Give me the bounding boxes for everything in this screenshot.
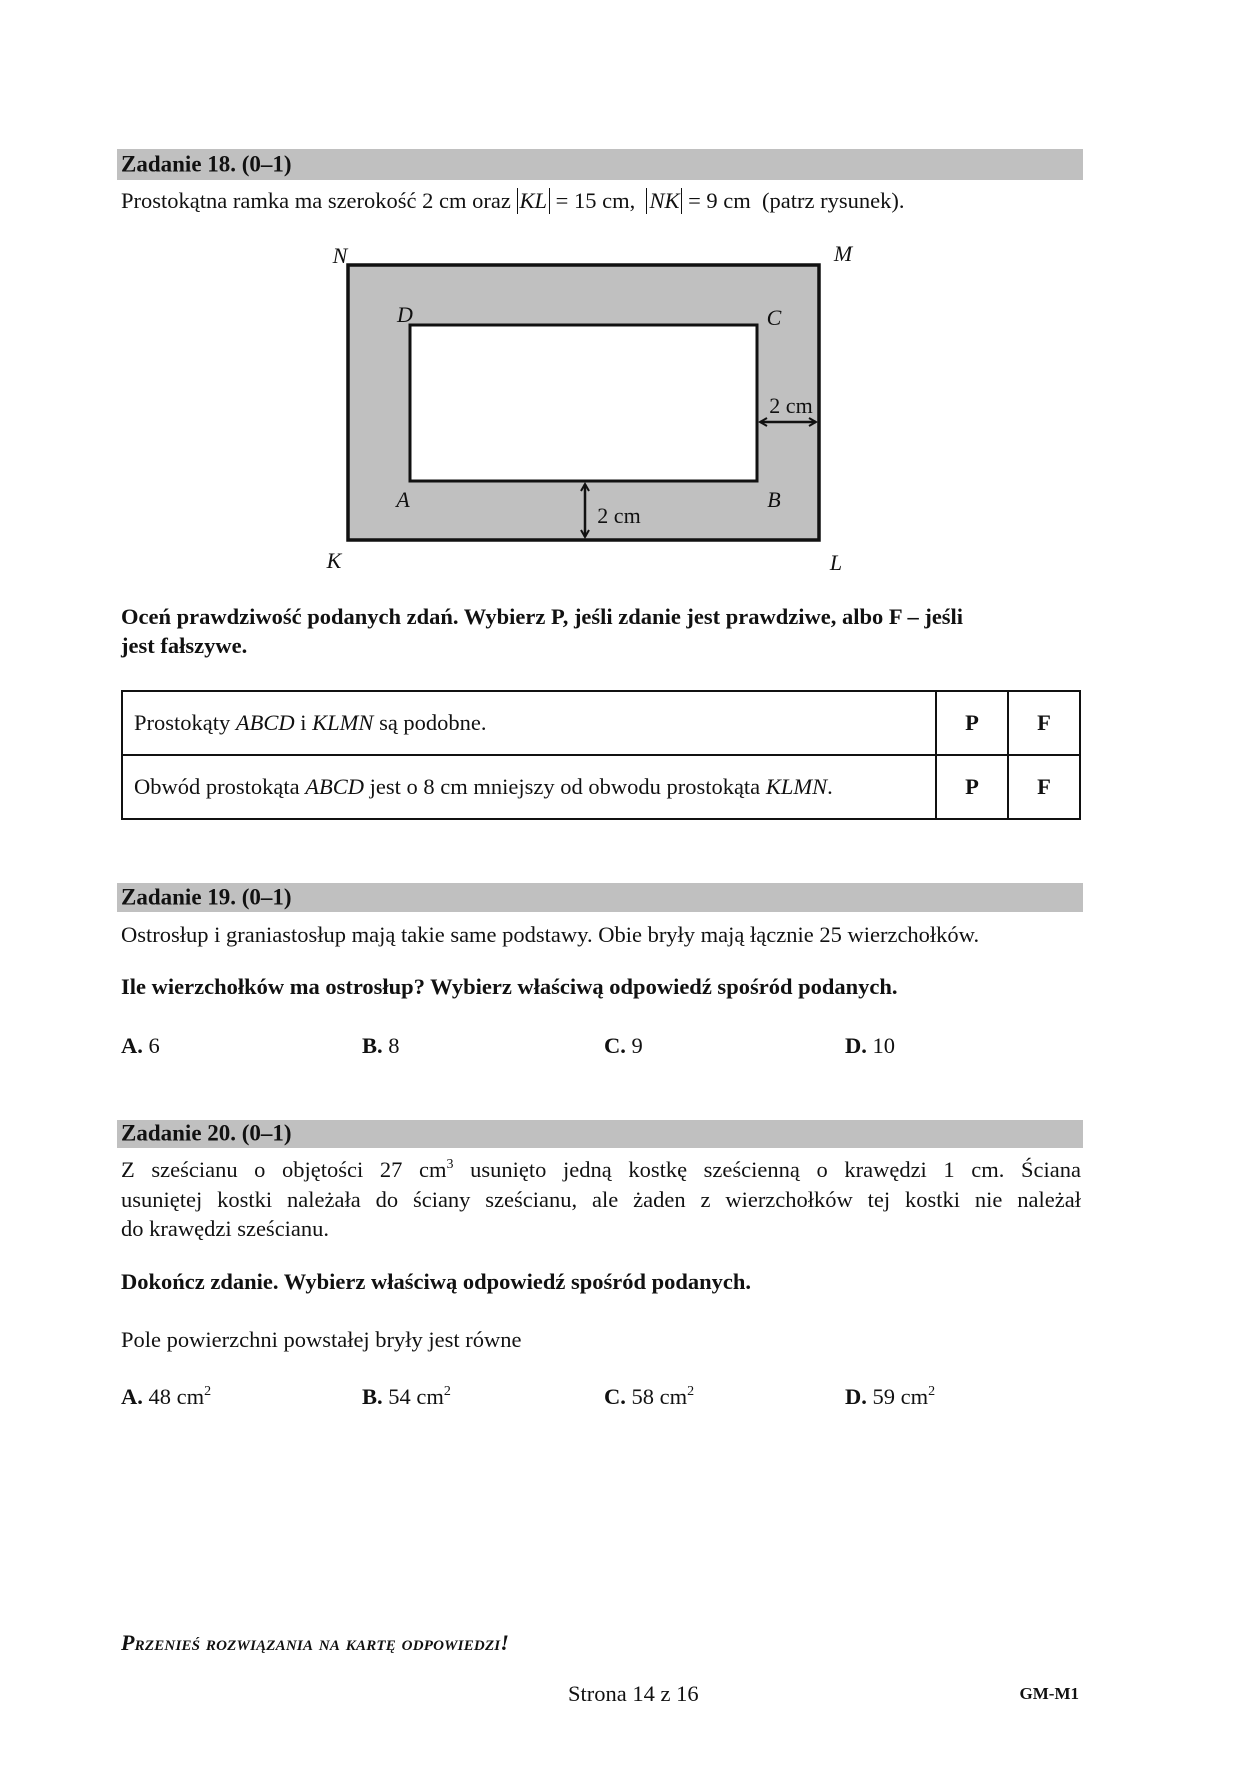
- task19-title: Zadanie 19. (0–1): [121, 883, 292, 909]
- task20-header: [117, 1120, 1083, 1148]
- footer-transfer-note: Przenieś rozwiązania na kartę odpowiedzi!: [121, 1630, 510, 1655]
- answer-value: 10: [872, 1033, 895, 1058]
- answer-letter: D.: [845, 1384, 867, 1409]
- option-true-2[interactable]: P: [936, 755, 1008, 819]
- table-row: [122, 691, 1080, 755]
- answer-value: 58: [631, 1384, 654, 1409]
- frame-figure: [0, 0, 1260, 600]
- task19-question: Ile wierzchołków ma ostrosłup? Wybierz właściwą odpowiedź spośród podanych.: [121, 974, 898, 999]
- answer-letter: A.: [121, 1384, 143, 1409]
- segment-kl: KL: [519, 188, 548, 213]
- label-width-right: 2 cm: [769, 393, 813, 418]
- option-false-2[interactable]: F: [1008, 755, 1080, 819]
- answer-letter: B.: [362, 1033, 383, 1058]
- rectangle-name: KLMN: [312, 710, 374, 735]
- task20-stem: Pole powierzchni powstałej bryły jest równe: [121, 1327, 522, 1352]
- task20-answer-b[interactable]: [362, 1384, 451, 1410]
- task20-answer-d[interactable]: [845, 1384, 935, 1410]
- answer-value: 54: [388, 1384, 411, 1409]
- nk-value: = 9 cm (patrz rysunek).: [682, 188, 905, 213]
- statement-text: Prostokąty: [134, 710, 236, 735]
- task20-title: Zadanie 20. (0–1): [121, 1120, 292, 1146]
- rectangle-name: KLMN: [765, 774, 828, 799]
- true-false-table: [121, 690, 1081, 820]
- answer-value: 48: [148, 1384, 171, 1409]
- task20-answer-a[interactable]: [121, 1384, 211, 1410]
- label-c: C: [766, 305, 782, 330]
- task20-body-line1: [121, 1155, 1081, 1184]
- task19-answer-a[interactable]: [121, 1033, 160, 1059]
- page-number: Strona 14 z 16: [568, 1681, 699, 1706]
- answer-value: 9: [631, 1033, 643, 1058]
- label-l: L: [829, 550, 843, 575]
- table-row: [122, 755, 1080, 819]
- answer-value: 8: [388, 1033, 400, 1058]
- statement-text: jest o 8 cm mniejszy od obwodu prostokąta: [363, 774, 766, 799]
- task20-question: Dokończ zdanie. Wybierz właściwą odpowiedź spośród podanych.: [121, 1269, 752, 1294]
- answer-letter: C.: [604, 1384, 626, 1409]
- superscript: 2: [443, 1384, 451, 1399]
- task19-body: Ostrosłup i graniastosłup mają takie same podstawy. Obie bryły mają łącznie 25 wierzchołków.: [121, 922, 980, 947]
- option-false-1[interactable]: F: [1008, 691, 1080, 755]
- answer-unit: cm: [900, 1384, 929, 1409]
- label-a: A: [396, 487, 410, 512]
- answer-letter: D.: [845, 1033, 867, 1058]
- answer-unit: cm: [416, 1384, 444, 1409]
- statement-2: [122, 755, 936, 819]
- answer-letter: C.: [604, 1033, 626, 1058]
- kl-value: = 15 cm,: [550, 188, 647, 213]
- inner-rectangle-abcd: [410, 325, 757, 481]
- label-n: N: [332, 243, 348, 268]
- answer-unit: cm: [176, 1384, 205, 1409]
- intro-text: Prostokątna ramka ma szerokość 2 cm oraz: [121, 188, 517, 213]
- exam-code: GM-M1: [1019, 1684, 1079, 1703]
- option-true-1[interactable]: P: [936, 691, 1008, 755]
- task19-answer-b[interactable]: [362, 1033, 400, 1059]
- superscript: 2: [204, 1384, 212, 1399]
- task19-answer-d[interactable]: [845, 1033, 895, 1059]
- label-width-bottom: 2 cm: [597, 503, 641, 528]
- task18-instruction-line1: Oceń prawdziwość podanych zdań. Wybierz P, jeśli zdanie jest prawdziwe, albo F – jeśli: [121, 604, 964, 629]
- answer-letter: B.: [362, 1384, 383, 1409]
- task20-body-line3: do krawędzi sześcianu.: [121, 1216, 330, 1241]
- label-k: K: [326, 548, 342, 573]
- task18-title: Zadanie 18. (0–1): [121, 150, 292, 176]
- rectangle-name: ABCD: [305, 774, 364, 799]
- answer-value: 59: [872, 1384, 895, 1409]
- statement-text: Obwód prostokąta: [134, 774, 306, 799]
- task20-answer-c[interactable]: [604, 1384, 694, 1410]
- statement-1: [122, 691, 936, 755]
- superscript: 2: [928, 1384, 936, 1399]
- superscript: 3: [446, 1157, 454, 1172]
- segment-nk: NK: [649, 188, 680, 213]
- statement-text: i: [294, 710, 313, 735]
- statement-text: są podobne.: [373, 710, 487, 735]
- superscript: 2: [687, 1384, 695, 1399]
- body-text: usunięto jedną kostkę sześcienną o krawędzi 1 cm. Ściana: [453, 1157, 1081, 1182]
- statement-text: .: [827, 774, 833, 799]
- label-b: B: [767, 487, 781, 512]
- answer-value: 6: [148, 1033, 160, 1058]
- label-d: D: [397, 302, 413, 327]
- body-text: Z sześcianu o objętości 27 cm: [121, 1157, 447, 1182]
- task20-body-line2: usuniętej kostki należała do ściany sześcianu, ale żaden z wierzchołków tej kostki nie należał: [121, 1187, 1081, 1212]
- rectangle-name: ABCD: [235, 710, 295, 735]
- task19-header: [117, 883, 1083, 912]
- label-m: M: [833, 241, 853, 266]
- answer-letter: A.: [121, 1033, 143, 1058]
- task19-answer-c[interactable]: [604, 1033, 643, 1059]
- answer-unit: cm: [659, 1384, 688, 1409]
- task18-instruction-line2: jest fałszywe.: [121, 633, 248, 658]
